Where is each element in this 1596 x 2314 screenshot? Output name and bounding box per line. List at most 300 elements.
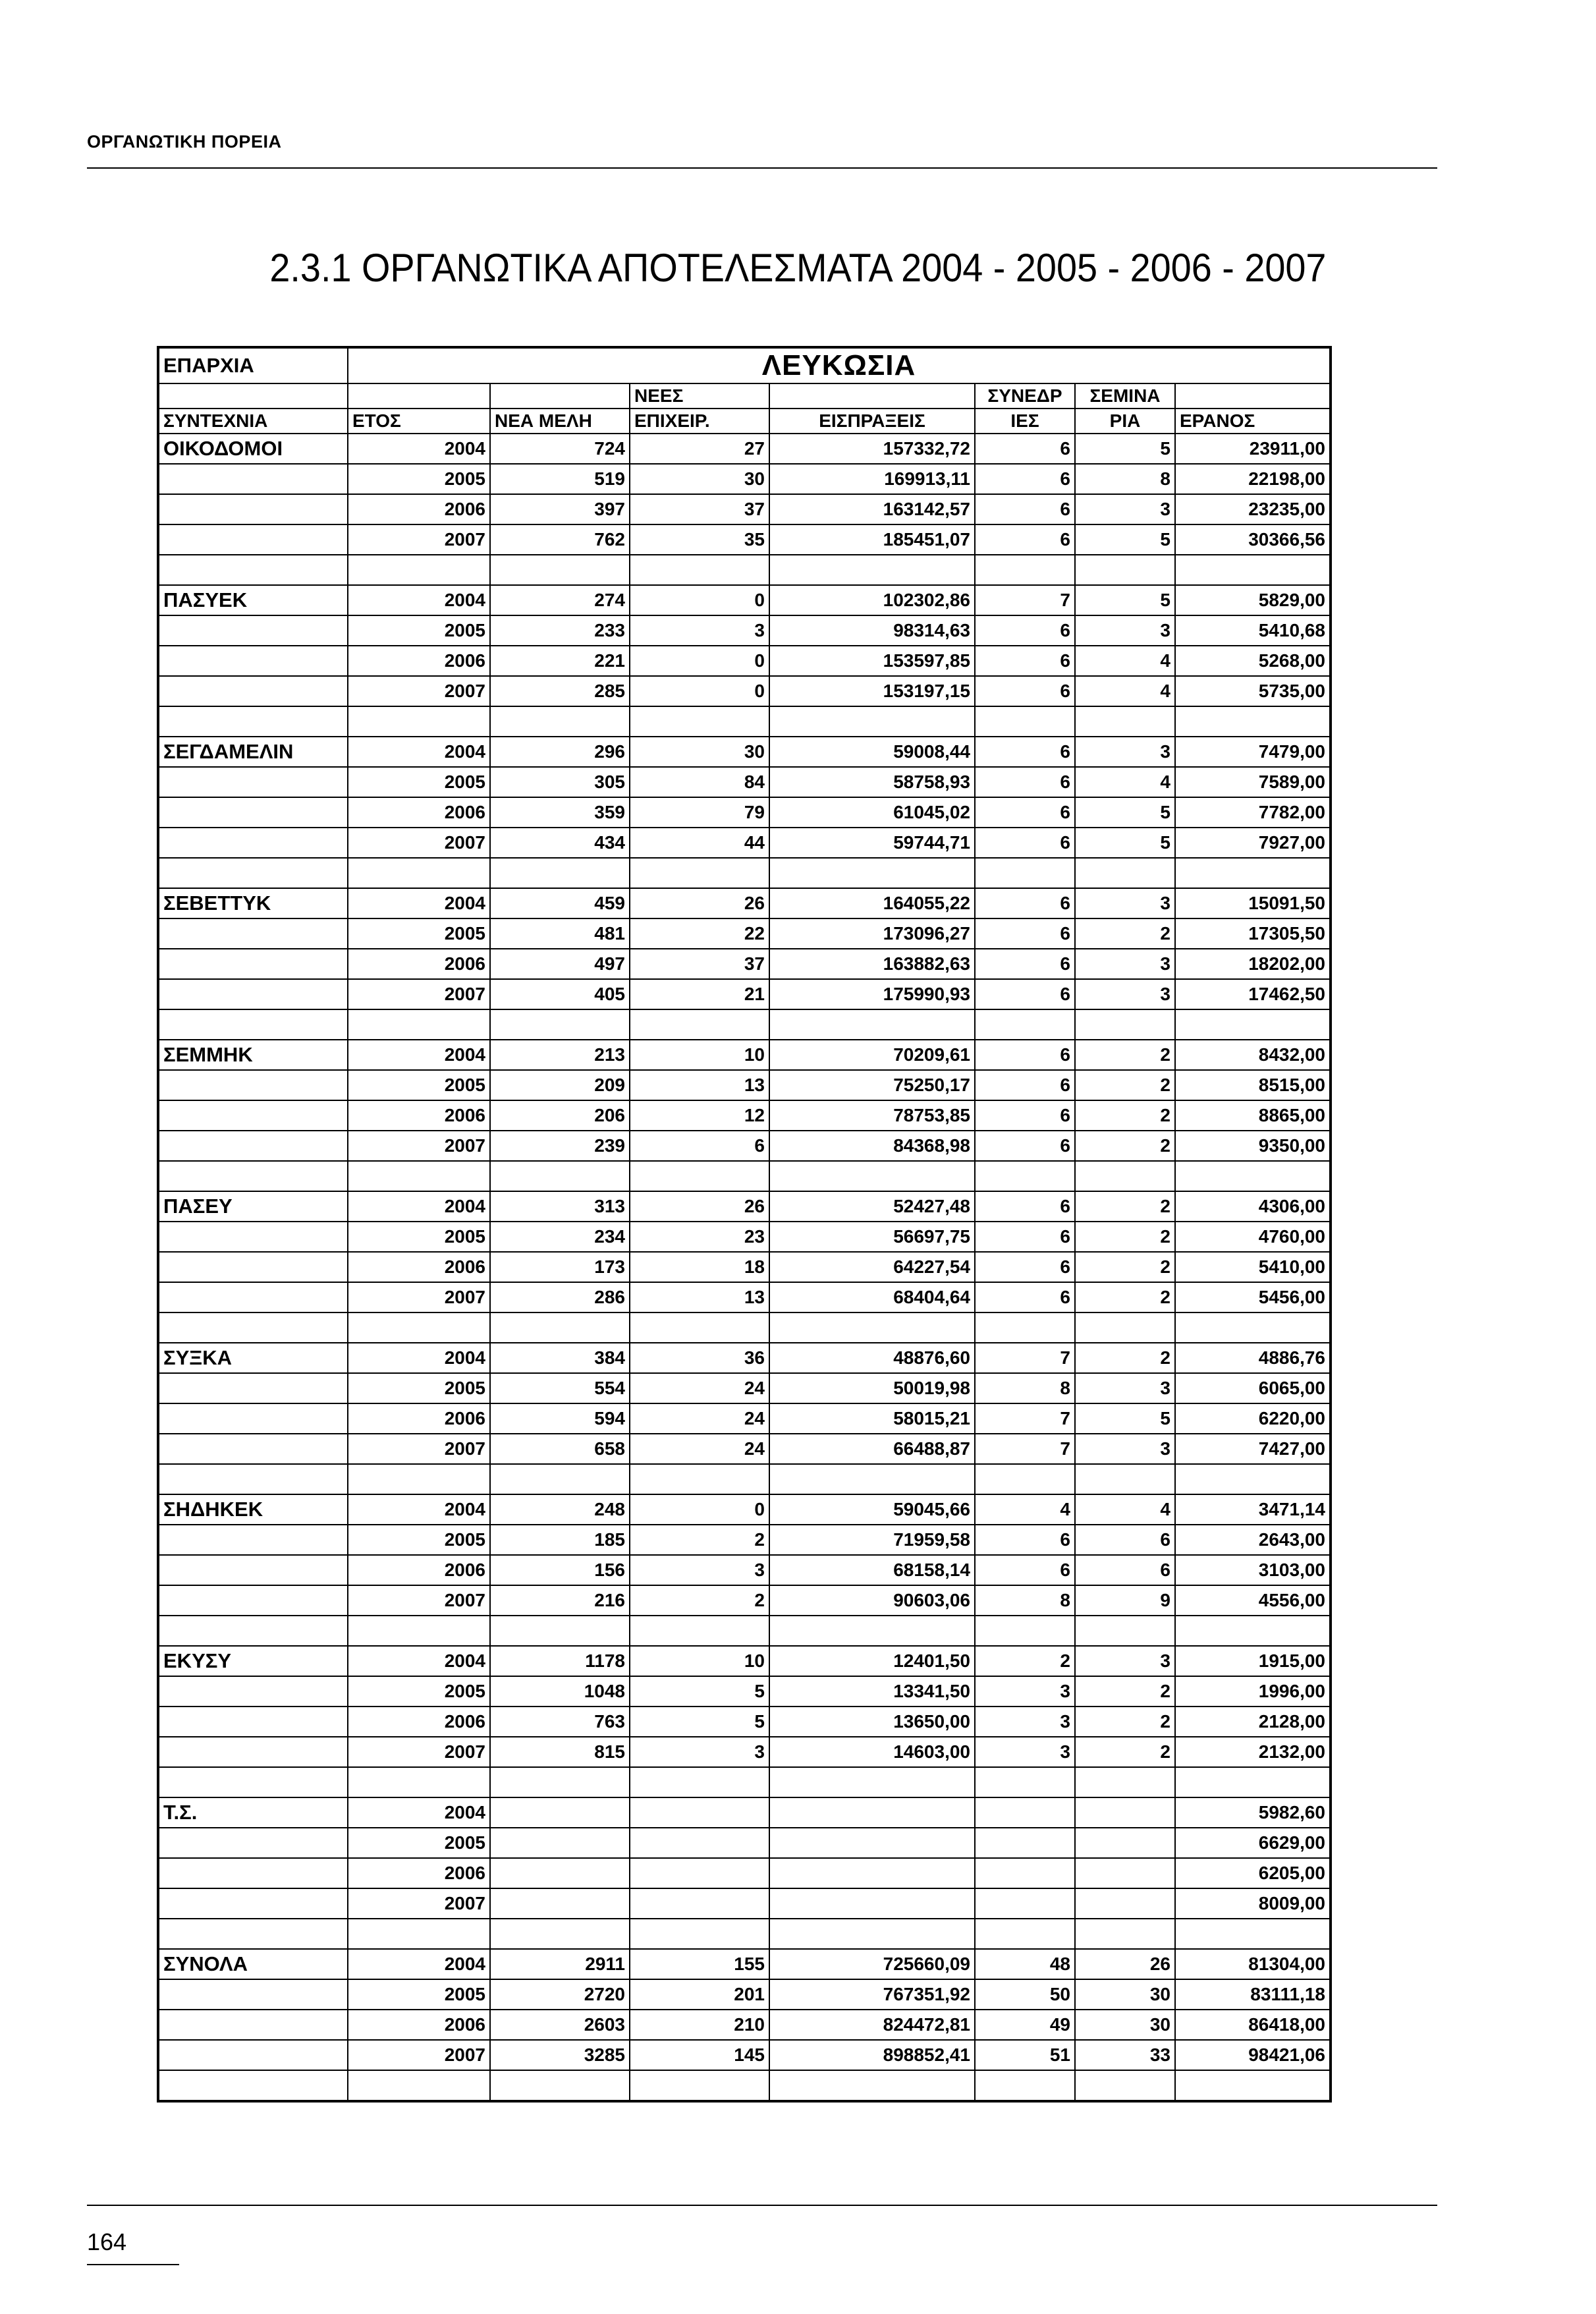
data-cell: 2 — [1075, 1070, 1175, 1100]
data-cell: 30 — [630, 464, 769, 494]
union-cell — [158, 1282, 348, 1312]
table-row — [158, 615, 1331, 646]
table-row — [158, 1131, 1331, 1161]
table-row — [158, 434, 1331, 464]
data-cell: 2603 — [490, 2010, 630, 2040]
data-cell: 3 — [975, 1707, 1075, 1737]
region-value: ΛΕΥΚΩΣΙΑ — [348, 347, 1331, 383]
spacer-cell — [1075, 1009, 1175, 1040]
spacer-cell — [769, 1616, 975, 1646]
spacer-cell — [975, 2070, 1075, 2101]
spacer-cell — [1175, 1312, 1331, 1343]
spacer-cell — [1075, 858, 1175, 888]
data-cell: 206 — [490, 1100, 630, 1131]
data-cell: 6 — [975, 737, 1075, 767]
spacer-cell — [1075, 2070, 1175, 2101]
union-cell — [158, 1676, 348, 1707]
data-cell: 2007 — [348, 1282, 490, 1312]
data-cell: 14603,00 — [769, 1737, 975, 1767]
union-name: ΟΙΚΟΔΟΜΟΙ — [158, 434, 348, 464]
data-cell: 2007 — [348, 524, 490, 555]
data-cell: 6 — [975, 676, 1075, 706]
data-cell: 58015,21 — [769, 1403, 975, 1434]
data-cell — [490, 1797, 630, 1828]
data-cell: 1996,00 — [1175, 1676, 1331, 1707]
spacer-row — [158, 1919, 1331, 1949]
data-cell: 102302,86 — [769, 585, 975, 615]
union-cell — [158, 1737, 348, 1767]
data-cell — [490, 1888, 630, 1919]
data-cell: 163142,57 — [769, 494, 975, 524]
spacer-cell — [769, 1464, 975, 1494]
data-cell: 173096,27 — [769, 918, 975, 949]
spacer-cell — [490, 858, 630, 888]
data-cell: 2 — [975, 1646, 1075, 1676]
union-cell — [158, 918, 348, 949]
data-cell: 48 — [975, 1949, 1075, 1979]
data-cell: 156 — [490, 1555, 630, 1585]
data-cell: 2005 — [348, 767, 490, 797]
data-cell: 83111,18 — [1175, 1979, 1331, 2010]
data-cell: 6629,00 — [1175, 1828, 1331, 1858]
data-cell: 163882,63 — [769, 949, 975, 979]
table-row — [158, 797, 1331, 828]
data-cell: 221 — [490, 646, 630, 676]
spacer-cell — [1175, 1161, 1331, 1191]
data-cell — [630, 1828, 769, 1858]
region-label: ΕΠΑΡΧΙΑ — [158, 347, 348, 383]
header-top-cell — [348, 383, 490, 409]
union-cell — [158, 524, 348, 555]
data-cell: 145 — [630, 2040, 769, 2070]
data-cell: 2005 — [348, 1373, 490, 1403]
data-cell — [490, 1858, 630, 1888]
data-cell: 12 — [630, 1100, 769, 1131]
data-cell: 6065,00 — [1175, 1373, 1331, 1403]
data-cell: 1178 — [490, 1646, 630, 1676]
spacer-cell — [630, 858, 769, 888]
data-cell: 26 — [630, 1191, 769, 1222]
data-cell: 2 — [1075, 1282, 1175, 1312]
results-table-wrapper — [157, 346, 1332, 2102]
data-cell: 33 — [1075, 2040, 1175, 2070]
table-row — [158, 676, 1331, 706]
data-cell: 4 — [975, 1494, 1075, 1525]
spacer-cell — [1175, 1009, 1331, 1040]
data-cell: 79 — [630, 797, 769, 828]
header-top-cell: ΝΕΕΣ — [630, 383, 769, 409]
data-cell: 2004 — [348, 1191, 490, 1222]
spacer-row — [158, 1616, 1331, 1646]
table-row — [158, 949, 1331, 979]
union-name: Τ.Σ. — [158, 1797, 348, 1828]
data-cell: 3 — [1075, 615, 1175, 646]
data-cell: 2004 — [348, 1949, 490, 1979]
data-cell: 8 — [975, 1585, 1075, 1616]
data-cell: 2720 — [490, 1979, 630, 2010]
union-cell — [158, 1828, 348, 1858]
union-cell — [158, 1252, 348, 1282]
data-cell: 2005 — [348, 615, 490, 646]
spacer-cell — [1075, 1616, 1175, 1646]
union-cell — [158, 1707, 348, 1737]
data-cell: 2005 — [348, 1979, 490, 2010]
data-cell: 6 — [975, 1525, 1075, 1555]
spacer-cell — [769, 1009, 975, 1040]
spacer-row — [158, 555, 1331, 585]
union-name: ΣΥΞΚΑ — [158, 1343, 348, 1373]
spacer-cell — [490, 1919, 630, 1949]
data-cell: 6 — [975, 1100, 1075, 1131]
data-cell: 209 — [490, 1070, 630, 1100]
data-cell: 296 — [490, 737, 630, 767]
data-cell: 7 — [975, 1403, 1075, 1434]
data-cell: 66488,87 — [769, 1434, 975, 1464]
data-cell: 2007 — [348, 979, 490, 1009]
spacer-cell — [158, 1616, 348, 1646]
data-cell: 2005 — [348, 1676, 490, 1707]
spacer-cell — [348, 555, 490, 585]
data-cell: 3 — [1075, 949, 1175, 979]
spacer-cell — [975, 1919, 1075, 1949]
spacer-cell — [490, 1161, 630, 1191]
data-cell: 405 — [490, 979, 630, 1009]
data-cell: 75250,17 — [769, 1070, 975, 1100]
results-table — [157, 346, 1332, 2102]
header-top-cell: ΣΕΜΙΝΑ — [1075, 383, 1175, 409]
table-row — [158, 918, 1331, 949]
header-cell: ΕΤΟΣ — [348, 409, 490, 434]
spacer-cell — [630, 1616, 769, 1646]
data-cell: 2 — [1075, 1222, 1175, 1252]
union-cell — [158, 676, 348, 706]
data-cell: 6 — [975, 918, 1075, 949]
union-name: ΕΚΥΣΥ — [158, 1646, 348, 1676]
data-cell: 6 — [630, 1131, 769, 1161]
union-cell — [158, 1222, 348, 1252]
data-cell: 2004 — [348, 434, 490, 464]
data-cell: 164055,22 — [769, 888, 975, 918]
table-row — [158, 1252, 1331, 1282]
data-cell: 7927,00 — [1175, 828, 1331, 858]
union-cell — [158, 767, 348, 797]
data-cell: 2005 — [348, 918, 490, 949]
header-top-cell — [1175, 383, 1331, 409]
data-cell: 3285 — [490, 2040, 630, 2070]
spacer-cell — [490, 1616, 630, 1646]
table-row — [158, 1282, 1331, 1312]
data-cell: 4306,00 — [1175, 1191, 1331, 1222]
spacer-row — [158, 1009, 1331, 1040]
data-cell: 3 — [1075, 979, 1175, 1009]
data-cell — [1075, 1828, 1175, 1858]
data-cell: 30 — [630, 737, 769, 767]
header-top-cell: ΣΥΝΕΔΡ — [975, 383, 1075, 409]
header-top-cell — [490, 383, 630, 409]
spacer-cell — [769, 1312, 975, 1343]
data-cell: 2911 — [490, 1949, 630, 1979]
table-row — [158, 1646, 1331, 1676]
union-cell — [158, 1979, 348, 2010]
data-cell: 2 — [630, 1525, 769, 1555]
data-cell — [630, 1858, 769, 1888]
spacer-cell — [1075, 1767, 1175, 1797]
data-cell: 6 — [975, 979, 1075, 1009]
table-row — [158, 524, 1331, 555]
spacer-cell — [630, 1767, 769, 1797]
data-cell: 6 — [975, 1040, 1075, 1070]
union-cell — [158, 1434, 348, 1464]
data-cell: 7589,00 — [1175, 767, 1331, 797]
header-row-bottom — [158, 409, 1331, 434]
data-cell: 763 — [490, 1707, 630, 1737]
data-cell: 434 — [490, 828, 630, 858]
data-cell: 2 — [630, 1585, 769, 1616]
data-cell — [1075, 1858, 1175, 1888]
spacer-cell — [630, 555, 769, 585]
union-cell — [158, 494, 348, 524]
data-cell: 481 — [490, 918, 630, 949]
data-cell: 3 — [630, 1737, 769, 1767]
data-cell: 2006 — [348, 1707, 490, 1737]
data-cell: 1048 — [490, 1676, 630, 1707]
spacer-cell — [1175, 555, 1331, 585]
spacer-cell — [158, 1009, 348, 1040]
data-cell: 815 — [490, 1737, 630, 1767]
header-cell: ΣΥΝΤΕΧΝΙΑ — [158, 409, 348, 434]
spacer-cell — [630, 1161, 769, 1191]
data-cell: 0 — [630, 585, 769, 615]
union-cell — [158, 1555, 348, 1585]
data-cell: 2005 — [348, 1070, 490, 1100]
data-cell — [975, 1888, 1075, 1919]
data-cell: 1915,00 — [1175, 1646, 1331, 1676]
data-cell: 0 — [630, 676, 769, 706]
data-cell: 64227,54 — [769, 1252, 975, 1282]
data-cell: 27 — [630, 434, 769, 464]
data-cell: 6 — [975, 1070, 1075, 1100]
data-cell: 2006 — [348, 797, 490, 828]
data-cell: 594 — [490, 1403, 630, 1434]
data-cell: 6 — [975, 949, 1075, 979]
data-cell: 18 — [630, 1252, 769, 1282]
data-cell: 286 — [490, 1282, 630, 1312]
table-row — [158, 1525, 1331, 1555]
data-cell: 0 — [630, 1494, 769, 1525]
data-cell: 6205,00 — [1175, 1858, 1331, 1888]
union-cell — [158, 2040, 348, 2070]
union-cell — [158, 1403, 348, 1434]
spacer-cell — [975, 555, 1075, 585]
data-cell: 5268,00 — [1175, 646, 1331, 676]
data-cell: 13 — [630, 1282, 769, 1312]
spacer-cell — [630, 1919, 769, 1949]
data-cell: 5410,00 — [1175, 1252, 1331, 1282]
data-cell: 8 — [975, 1373, 1075, 1403]
spacer-cell — [975, 1161, 1075, 1191]
data-cell: 5 — [1075, 524, 1175, 555]
data-cell: 2006 — [348, 1100, 490, 1131]
data-cell: 9350,00 — [1175, 1131, 1331, 1161]
data-cell: 5 — [1075, 1403, 1175, 1434]
data-cell: 37 — [630, 494, 769, 524]
spacer-cell — [158, 1312, 348, 1343]
data-cell: 98314,63 — [769, 615, 975, 646]
spacer-cell — [769, 1161, 975, 1191]
data-cell: 216 — [490, 1585, 630, 1616]
header-top-cell — [158, 383, 348, 409]
data-cell: 2 — [1075, 918, 1175, 949]
data-cell: 0 — [630, 646, 769, 676]
header-top-cell — [769, 383, 975, 409]
data-cell: 2 — [1075, 1343, 1175, 1373]
data-cell: 248 — [490, 1494, 630, 1525]
table-row — [158, 1585, 1331, 1616]
data-cell: 234 — [490, 1222, 630, 1252]
union-cell — [158, 949, 348, 979]
data-cell: 724 — [490, 434, 630, 464]
data-cell: 51 — [975, 2040, 1075, 2070]
data-cell: 2 — [1075, 1676, 1175, 1707]
data-cell: 56697,75 — [769, 1222, 975, 1252]
data-cell: 6 — [975, 524, 1075, 555]
spacer-cell — [975, 1616, 1075, 1646]
data-cell: 3 — [1075, 1373, 1175, 1403]
data-cell — [1075, 1797, 1175, 1828]
data-cell: 2005 — [348, 1222, 490, 1252]
data-cell: 5 — [1075, 585, 1175, 615]
union-cell — [158, 1131, 348, 1161]
spacer-cell — [348, 1767, 490, 1797]
data-cell: 23235,00 — [1175, 494, 1331, 524]
data-cell: 2007 — [348, 1888, 490, 1919]
data-cell: 90603,06 — [769, 1585, 975, 1616]
data-cell: 824472,81 — [769, 2010, 975, 2040]
data-cell: 6220,00 — [1175, 1403, 1331, 1434]
spacer-cell — [769, 555, 975, 585]
data-cell: 5 — [630, 1676, 769, 1707]
data-cell: 6 — [975, 615, 1075, 646]
data-cell: 2005 — [348, 1525, 490, 1555]
union-cell — [158, 1070, 348, 1100]
data-cell: 153197,15 — [769, 676, 975, 706]
spacer-cell — [1075, 1161, 1175, 1191]
data-cell: 3 — [1075, 494, 1175, 524]
union-cell — [158, 646, 348, 676]
data-cell: 2004 — [348, 737, 490, 767]
table-row — [158, 1707, 1331, 1737]
data-cell: 21 — [630, 979, 769, 1009]
data-cell: 2643,00 — [1175, 1525, 1331, 1555]
data-cell: 6 — [975, 1282, 1075, 1312]
header-cell: ΝΕΑ ΜΕΛΗ — [490, 409, 630, 434]
data-cell: 8 — [1075, 464, 1175, 494]
data-cell: 30 — [1075, 2010, 1175, 2040]
spacer-cell — [630, 2070, 769, 2101]
spacer-cell — [348, 1009, 490, 1040]
spacer-cell — [630, 1464, 769, 1494]
table-row — [158, 1191, 1331, 1222]
union-cell — [158, 1858, 348, 1888]
data-cell: 5735,00 — [1175, 676, 1331, 706]
data-cell: 8009,00 — [1175, 1888, 1331, 1919]
union-cell — [158, 615, 348, 646]
spacer-cell — [158, 2070, 348, 2101]
spacer-cell — [348, 858, 490, 888]
results-table-body — [158, 347, 1331, 2101]
header-cell: ΙΕΣ — [975, 409, 1075, 434]
union-name: ΣΥΝΟΛΑ — [158, 1949, 348, 1979]
union-cell — [158, 1100, 348, 1131]
table-row — [158, 1676, 1331, 1707]
table-row — [158, 828, 1331, 858]
data-cell: 84 — [630, 767, 769, 797]
data-cell: 6 — [975, 1191, 1075, 1222]
data-cell: 26 — [630, 888, 769, 918]
data-cell: 4 — [1075, 646, 1175, 676]
header-cell: ΡΙΑ — [1075, 409, 1175, 434]
spacer-cell — [1075, 1312, 1175, 1343]
data-cell: 17305,50 — [1175, 918, 1331, 949]
data-cell: 13650,00 — [769, 1707, 975, 1737]
data-cell: 519 — [490, 464, 630, 494]
data-cell — [975, 1797, 1075, 1828]
spacer-cell — [158, 858, 348, 888]
data-cell: 17462,50 — [1175, 979, 1331, 1009]
running-header: ΟΡΓΑΝΩΤΙΚΗ ΠΟΡΕΙΑ — [87, 132, 282, 152]
spacer-cell — [348, 1919, 490, 1949]
data-cell: 239 — [490, 1131, 630, 1161]
data-cell: 2006 — [348, 1252, 490, 1282]
table-row — [158, 888, 1331, 918]
spacer-cell — [348, 1161, 490, 1191]
spacer-cell — [1175, 1464, 1331, 1494]
union-cell — [158, 1525, 348, 1555]
spacer-cell — [490, 706, 630, 737]
data-cell — [769, 1858, 975, 1888]
data-cell: 173 — [490, 1252, 630, 1282]
table-row — [158, 1555, 1331, 1585]
table-row — [158, 1979, 1331, 2010]
data-cell: 12401,50 — [769, 1646, 975, 1676]
data-cell: 26 — [1075, 1949, 1175, 1979]
data-cell: 8432,00 — [1175, 1040, 1331, 1070]
data-cell: 8865,00 — [1175, 1100, 1331, 1131]
data-cell: 898852,41 — [769, 2040, 975, 2070]
data-cell: 4 — [1075, 767, 1175, 797]
table-row — [158, 1737, 1331, 1767]
data-cell: 68404,64 — [769, 1282, 975, 1312]
spacer-row — [158, 706, 1331, 737]
data-cell: 3 — [630, 615, 769, 646]
data-cell: 3 — [1075, 737, 1175, 767]
union-cell — [158, 1585, 348, 1616]
data-cell — [975, 1858, 1075, 1888]
spacer-cell — [348, 706, 490, 737]
data-cell: 6 — [975, 828, 1075, 858]
data-cell: 213 — [490, 1040, 630, 1070]
data-cell: 5 — [630, 1707, 769, 1737]
spacer-cell — [975, 1009, 1075, 1040]
data-cell: 5 — [1075, 828, 1175, 858]
data-cell: 6 — [1075, 1555, 1175, 1585]
data-cell: 23911,00 — [1175, 434, 1331, 464]
table-row — [158, 1343, 1331, 1373]
data-cell — [769, 1828, 975, 1858]
data-cell: 2007 — [348, 676, 490, 706]
data-cell: 6 — [975, 888, 1075, 918]
data-cell: 81304,00 — [1175, 1949, 1331, 1979]
